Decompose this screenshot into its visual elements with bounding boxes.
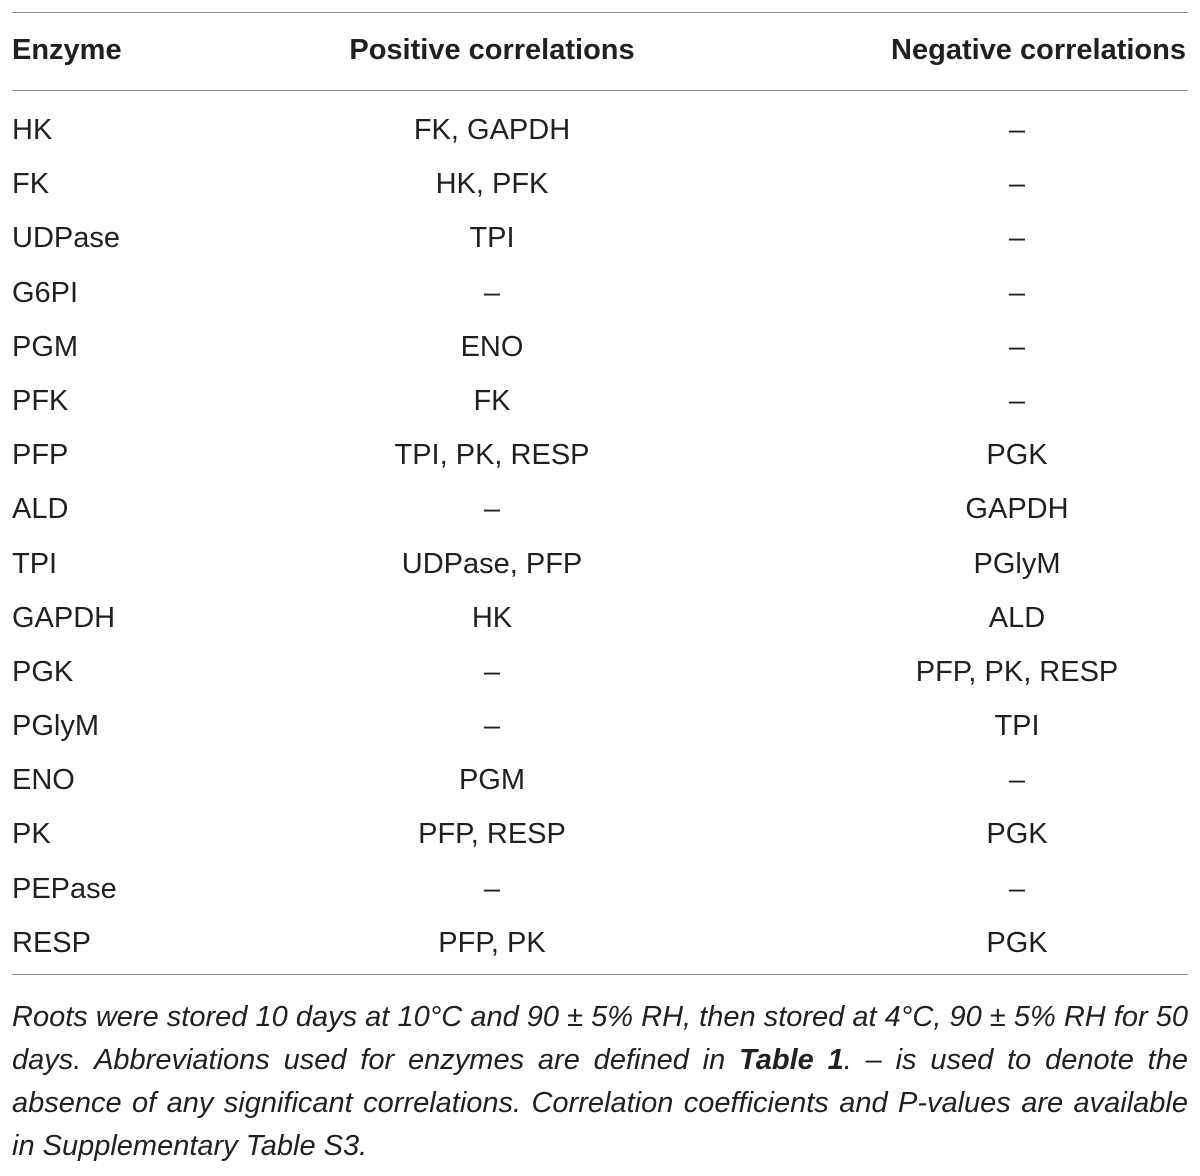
table-row: [0, 865, 1200, 919]
cell-positive-correlations: –: [483, 276, 501, 309]
table-top-rule: [12, 12, 1188, 13]
cell-positive-correlations: –: [483, 872, 501, 905]
cell-negative-correlations: –: [1008, 872, 1026, 905]
table-header-rule: [12, 90, 1188, 91]
cell-negative-correlations: PGlyM: [973, 547, 1061, 580]
cell-negative-correlations: –: [1008, 384, 1026, 417]
table-body: [0, 106, 1200, 973]
cell-negative-correlations: PGK: [986, 818, 1048, 851]
table-row: [0, 431, 1200, 485]
table-row: [0, 377, 1200, 431]
cell-negative-correlations: –: [1008, 764, 1026, 797]
cell-positive-correlations: –: [483, 710, 501, 743]
cell-positive-correlations: –: [483, 493, 501, 526]
cell-negative-correlations: PFP, PK, RESP: [915, 655, 1119, 688]
cell-negative-correlations: –: [1008, 168, 1026, 201]
table-row: [0, 756, 1200, 810]
table-row: [0, 106, 1200, 160]
cell-positive-correlations: FK: [473, 384, 511, 417]
cell-positive-correlations: HK, PFK: [435, 168, 549, 201]
cell-enzyme: PFP: [12, 439, 69, 472]
header-positive-correlations: Positive correlations: [349, 34, 635, 66]
table-bottom-rule: [12, 974, 1188, 975]
table-row: [0, 919, 1200, 973]
table-row: [0, 810, 1200, 864]
cell-enzyme: PGK: [12, 655, 74, 688]
header-enzyme: Enzyme: [12, 34, 122, 66]
cell-positive-correlations: ENO: [460, 330, 524, 363]
cell-enzyme: PK: [12, 818, 51, 851]
cell-enzyme: PEPase: [12, 872, 117, 905]
cell-enzyme: PFK: [12, 384, 69, 417]
cell-negative-correlations: ALD: [988, 601, 1046, 634]
cell-enzyme: PGM: [12, 330, 79, 363]
table-row: [0, 594, 1200, 648]
footnote-table-ref: Table 1: [739, 1044, 844, 1076]
cell-enzyme: GAPDH: [12, 601, 116, 634]
table-row: [0, 160, 1200, 214]
cell-positive-correlations: UDPase, PFP: [401, 547, 583, 580]
cell-negative-correlations: –: [1008, 114, 1026, 146]
cell-positive-correlations: PGM: [458, 764, 526, 797]
table-header: [0, 14, 1200, 90]
table-row: [0, 540, 1200, 594]
table-row: [0, 269, 1200, 323]
footnote-text-2: . – is used to denote the absence of any significant correlations. Correlation coefficients and P-values are available in Supplementary Table S3.: [12, 1044, 1188, 1162]
table-row: [0, 323, 1200, 377]
cell-positive-correlations: TPI: [469, 222, 515, 255]
cell-enzyme: FK: [12, 168, 50, 201]
cell-enzyme: HK: [12, 114, 53, 146]
footnote-text-1: Roots were stored 10 days at 10°C and 90 ± 5% RH, then stored at 4°C, 90 ± 5% RH for 50 days. Abbreviations used for enzymes are defined in: [12, 1001, 1188, 1076]
cell-positive-correlations: FK, GAPDH: [413, 114, 571, 146]
cell-positive-correlations: PFP, RESP: [418, 818, 566, 851]
table-row: [0, 648, 1200, 702]
cell-negative-correlations: –: [1008, 330, 1026, 363]
cell-negative-correlations: TPI: [994, 710, 1040, 743]
cell-enzyme: G6PI: [12, 276, 79, 309]
cell-negative-correlations: PGK: [986, 926, 1048, 959]
cell-negative-correlations: –: [1008, 222, 1026, 255]
cell-enzyme: UDPase: [12, 222, 120, 255]
header-negative-correlations: Negative correlations: [891, 34, 1186, 66]
cell-negative-correlations: –: [1008, 276, 1026, 309]
table-footnote: [12, 996, 1188, 1168]
cell-enzyme: RESP: [12, 926, 91, 959]
cell-positive-correlations: PFP, PK: [438, 926, 546, 959]
table-row: [0, 214, 1200, 268]
cell-enzyme: PGlyM: [12, 710, 99, 743]
cell-enzyme: TPI: [12, 547, 58, 580]
cell-enzyme: ENO: [12, 764, 75, 797]
cell-positive-correlations: HK: [471, 601, 513, 634]
table-row: [0, 485, 1200, 539]
cell-negative-correlations: GAPDH: [965, 493, 1069, 526]
cell-negative-correlations: PGK: [986, 439, 1048, 472]
cell-enzyme: ALD: [12, 493, 69, 526]
table-row: [0, 702, 1200, 756]
cell-positive-correlations: TPI, PK, RESP: [394, 439, 590, 472]
cell-positive-correlations: –: [483, 655, 501, 688]
